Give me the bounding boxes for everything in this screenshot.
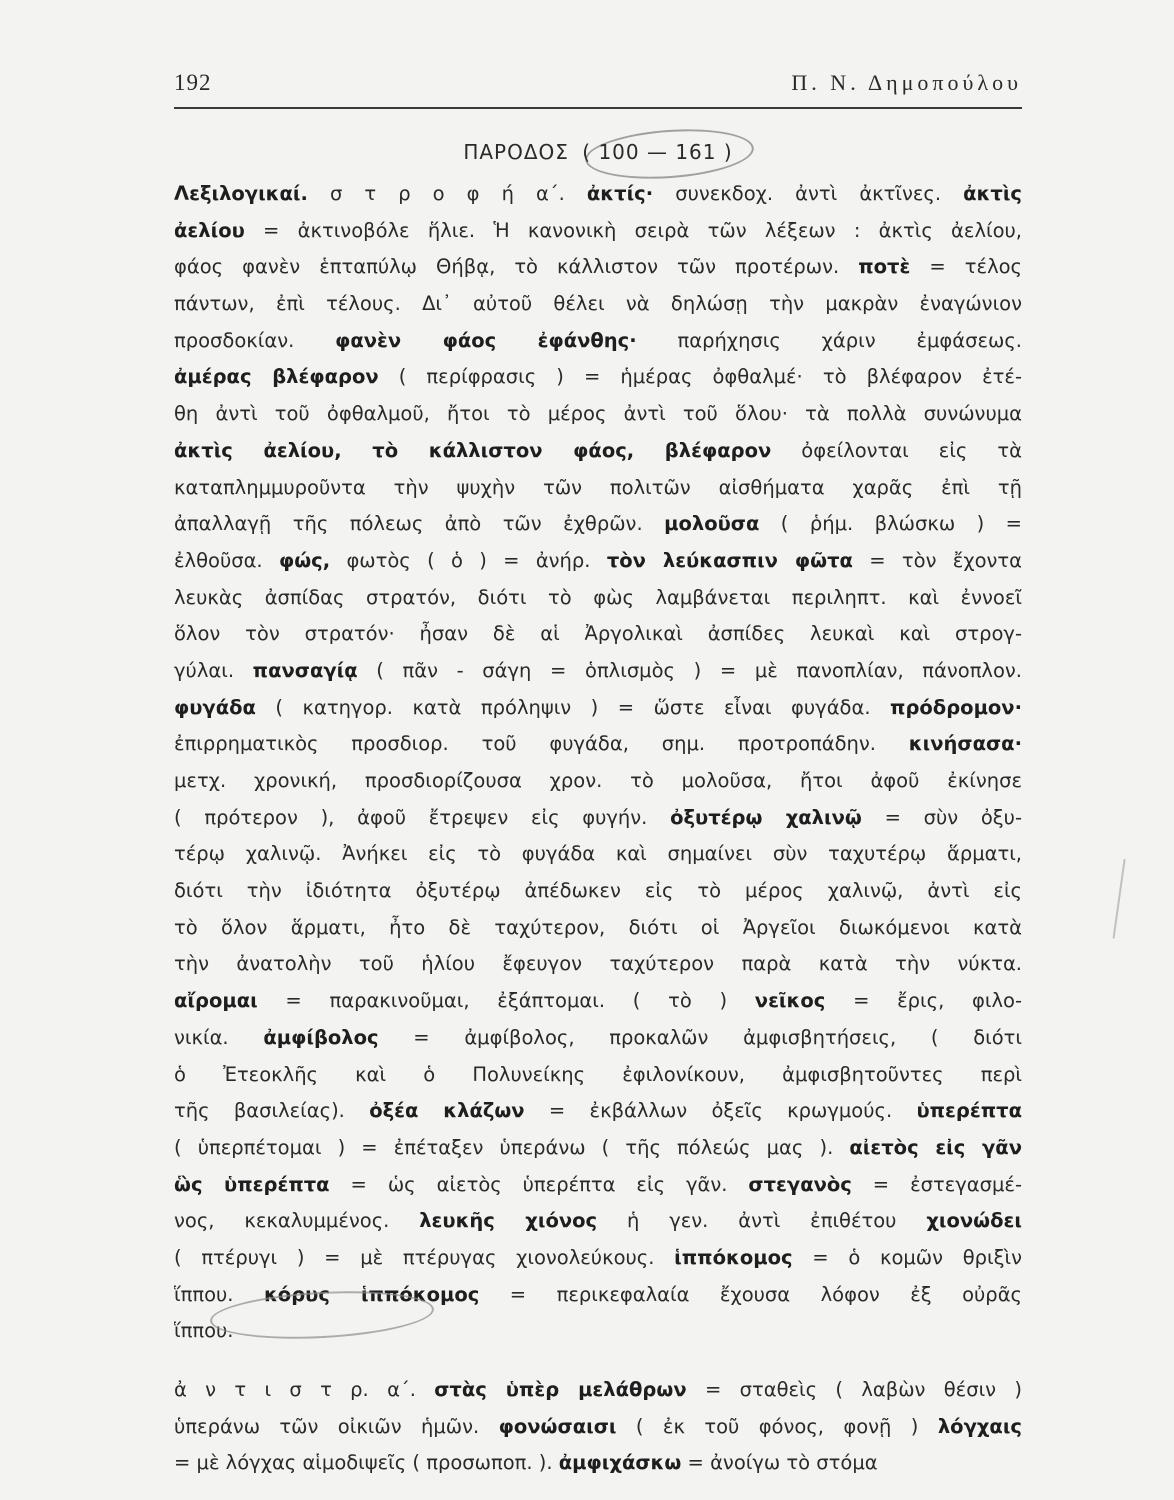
text-line: ὅλον τὸν στρατόν· ἦσαν δὲ αἱ Ἀργολικαὶ ἀσπίδες λευκαὶ καὶ στρογ- xyxy=(174,622,1022,646)
section-range: ( 100 — 161 ) xyxy=(582,140,733,164)
text-line: τὴν ἀνατολὴν τοῦ ἡλίου ἔφευγον ταχύτερον παρὰ κατὰ τὴν νύκτα. xyxy=(174,952,1022,976)
text-line: ἀ ν τ ι σ τ ρ. α΄. στὰς ὑπὲρ μελάθρων = σταθεὶς ( λαβὼν θέσιν ) xyxy=(174,1378,1022,1401)
text-line: καταπλημμυροῦντα τὴν ψυχὴν τῶν πολιτῶν αἰσθήματα χαρᾶς ἐπὶ τῇ xyxy=(174,475,1022,499)
text-line: ὁ Ἐτεοκλῆς καὶ ὁ Πολυνείκης ἐφιλονίκουν, ἀμφισβητοῦντες περὶ xyxy=(174,1062,1022,1086)
margin-pencil-mark xyxy=(1113,859,1144,941)
text-line: νικία. ἀμφίβολος = ἀμφίβολος, προκαλῶν ἀμφισβητήσεις, ( διότι xyxy=(174,1025,1022,1049)
paragraph-strophe xyxy=(174,176,1022,1350)
text-line: γύλαι. πανσαγίᾳ ( πᾶν - σάγη = ὁπλισμὸς ) = μὲ πανοπλίαν, πάνοπλον. xyxy=(174,658,1022,682)
text-line: ἀμέρας βλέφαρον ( περίφρασις ) = ἡμέρας ὀφθαλμέ· τὸ βλέφαρον ἐτέ- xyxy=(174,365,1022,389)
text-line: ( πτέρυγι ) = μὲ πτέρυγας χιονολεύκους. ἱππόκομος = ὁ κομῶν θριξὶν xyxy=(174,1245,1022,1269)
text-line: ( ὑπερπέτομαι ) = ἐπέταξεν ὑπεράνω ( τῆς πόλεώς μας ). αἰετὸς εἰς γᾶν xyxy=(174,1135,1022,1159)
text-line: φάος φανὲν ἑπταπύλῳ Θήβᾳ, τὸ κάλλιστον τῶν προτέρων. ποτὲ = τέλος xyxy=(174,255,1022,279)
text-line: ὣς ὑπερέπτα = ὡς αἰετὸς ὑπερέπτα εἰς γᾶν. στεγανὸς = ἐστεγασμέ- xyxy=(174,1172,1022,1196)
section-title xyxy=(174,140,1022,164)
text-line: Λεξιλογικαί. σ τ ρ ο φ ή α΄. ἀκτίς· συνεκδοχ. ἀντὶ ἀκτῖνες. ἀκτὶς xyxy=(174,182,1022,205)
text-line: ἵππου. κόρυς ἱππόκομος = περικεφαλαία ἔχουσα λόφον ἐξ οὐρᾶς xyxy=(174,1282,1022,1306)
text-line: λευκὰς ἀσπίδας στρατόν, διότι τὸ φὼς λαμβάνεται περιληπτ. καὶ ἐννοεῖ xyxy=(174,585,1022,609)
glossary-text xyxy=(174,176,1022,1482)
page-number: 192 xyxy=(174,70,212,95)
text-line: διότι τὴν ἰδιότητα ὀξυτέρῳ ἀπέδωκεν εἰς τὸ μέρος χαλινῷ, ἀντὶ εἰς xyxy=(174,879,1022,903)
text-line: νος, κεκαλυμμένος. λευκῆς χιόνος ἡ γεν. ἀντὶ ἐπιθέτου χιονώδει xyxy=(174,1209,1022,1233)
text-line: τέρῳ χαλινῷ. Ἀνήκει εἰς τὸ φυγάδα καὶ σημαίνει σὺν ταχυτέρῳ ἅρματι, xyxy=(174,842,1022,866)
text-line: ἀελίου = ἀκτινοβόλε ἥλιε. Ἡ κανονικὴ σειρὰ τῶν λέξεων : ἀκτὶς ἀελίου, xyxy=(174,218,1022,242)
text-line: προσδοκίαν. φανὲν φάος ἐφάνθης· παρήχησις χάριν ἐμφάσεως. xyxy=(174,328,1022,352)
text-line: φυγάδα ( κατηγορ. κατὰ πρόληψιν ) = ὥστε εἶναι φυγάδα. πρόδρομον· xyxy=(174,695,1022,719)
text-line: τὸ ὅλον ἅρματι, ἦτο δὲ ταχύτερον, διότι οἱ Ἀργεῖοι διωκόμενοι κατὰ xyxy=(174,915,1022,939)
text-line: = μὲ λόγχας αἱμοδιψεῖς ( προσωποπ. ). ἀμφιχάσκω = ἀνοίγω τὸ στόμα xyxy=(174,1451,878,1475)
text-line: ἀκτὶς ἀελίου, τὸ κάλλιστον φάος, βλέφαρον ὀφείλονται εἰς τὰ xyxy=(174,438,1022,462)
text-line: τῆς βασιλείας). ὀξέα κλάζων = ἐκβάλλων ὀξεῖς κρωγμούς. ὑπερέπτα xyxy=(174,1099,1022,1123)
text-line: ἀπαλλαγῇ τῆς πόλεως ἀπὸ τῶν ἐχθρῶν. μολοῦσα ( ῥήμ. βλώσκω ) = xyxy=(174,512,1022,536)
text-line: ὑπεράνω τῶν οἰκιῶν ἡμῶν. φονώσαισι ( ἐκ τοῦ φόνος, φονῇ ) λόγχαις xyxy=(174,1414,1022,1438)
page-header xyxy=(174,70,1022,104)
text-line: ἐλθοῦσα. φώς, φωτὸς ( ὁ ) = ἀνήρ. τὸν λεύκασπιν φῶτα = τὸν ἔχοντα xyxy=(174,548,1022,572)
text-line: μετχ. χρονική, προσδιορίζουσα χρον. τὸ μολοῦσα, ἤτοι ἀφοῦ ἐκίνησε xyxy=(174,769,1022,792)
text-line: πάντων, ἐπὶ τέλους. Δι᾽ αὐτοῦ θέλει νὰ δηλώσῃ τὴν μακρὰν ἐναγώνιον xyxy=(174,292,1022,316)
text-line: ( πρότερον ), ἀφοῦ ἔτρεψεν εἰς φυγήν. ὀξυτέρῳ χαλινῷ = σὺν ὀξυ- xyxy=(174,805,1022,829)
text-line: ἵππου. xyxy=(174,1319,234,1343)
text-line: θη ἀντὶ τοῦ ὀφθαλμοῦ, ἤτοι τὸ μέρος ἀντὶ τοῦ ὅλου· τὰ πολλὰ συνώνυμα xyxy=(174,402,1022,426)
section-title-text: ΠΑΡΟΔΟΣ xyxy=(463,140,569,164)
paragraph-antistrophe xyxy=(174,1372,1022,1482)
running-head: Π. Ν. Δημοπούλου xyxy=(791,70,1022,95)
text-line: ἐπιρρηματικὸς προσδιορ. τοῦ φυγάδα, σημ. προτροπάδην. κινήσασα· xyxy=(174,732,1022,756)
text-line: αἴρομαι = παρακινοῦμαι, ἐξάπτομαι. ( τὸ ) νεῖκος = ἔρις, φιλο- xyxy=(174,989,1022,1013)
header-rule xyxy=(174,107,1022,109)
